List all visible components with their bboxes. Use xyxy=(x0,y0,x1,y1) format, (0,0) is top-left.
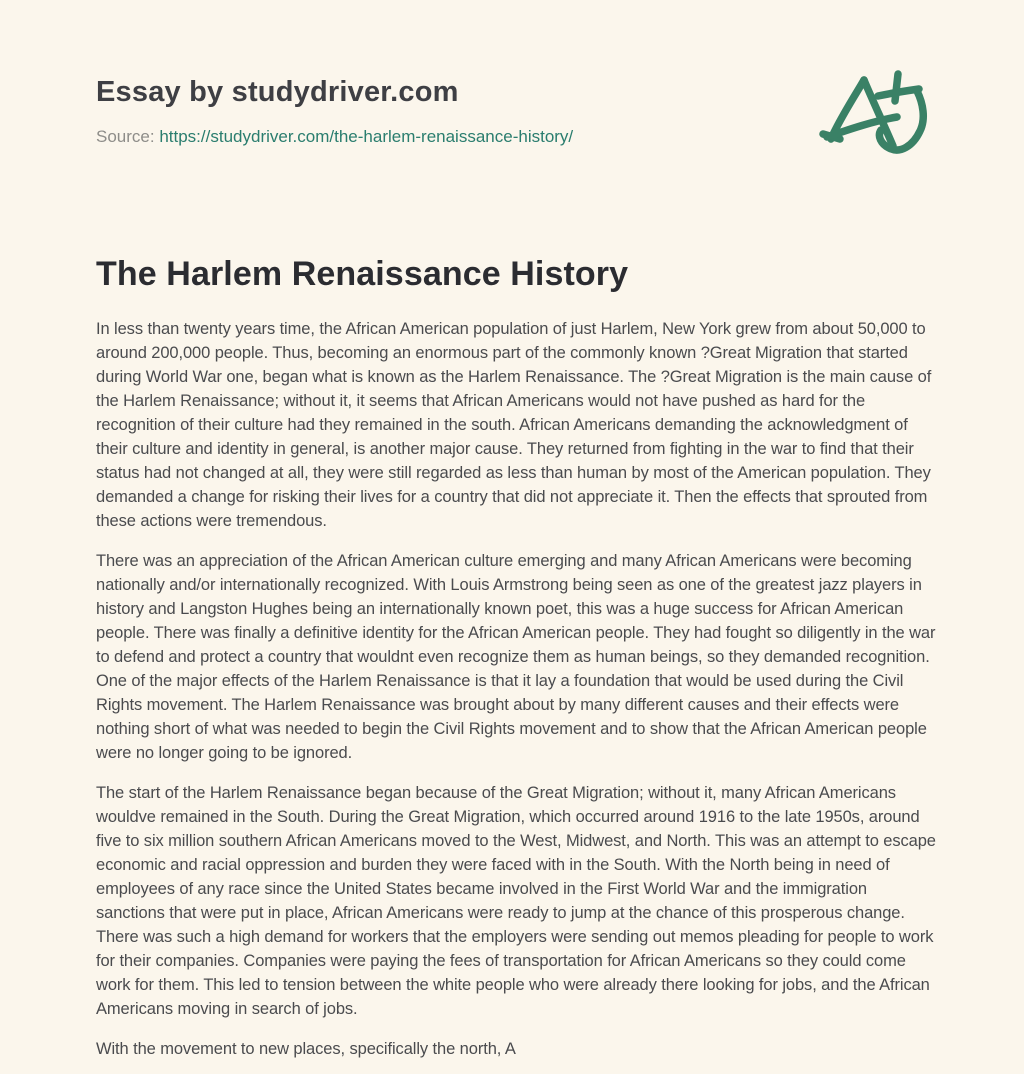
brand-title: Essay by studydriver.com xyxy=(96,76,459,108)
header-text-block xyxy=(96,68,573,147)
essay-paragraph: In less than twenty years time, the African American population of just Harlem, New York grew from about 50,000 to around 200,000 people. Thus, becoming an enormous part of the commonly known ?Great Migration that started during World War one, began what is known as the Harlem Renaissance. The ?Great Migration is the main cause of the Harlem Renaissance; without it, it seems that African Americans would not have pushed as hard for the recognition of their culture had they remained in the south. African Americans demanding the acknowledgment of their culture and identity in general, is another major cause. They returned from fighting in the war to find that their status had not changed at all, they were still regarded as less than human by most of the American population. They demanded a change for risking their lives for a country that did not appreciate it. Then the effects that sprouted from these actions were tremendous. xyxy=(96,320,932,530)
source-line xyxy=(96,127,573,147)
essay-paragraph: There was an appreciation of the African American culture emerging and many African Americans were becoming nationally and/or internationally recognized. With Louis Armstrong being seen as one of the greatest jazz players in history and Langston Hughes being an internationally known poet, this was a huge success for African American people. There was finally a definitive identity for the African American people. They had fought so diligently in the war to defend and protect a country that wouldnt even recognize them as human beings, so they demanded recognition. One of the major effects of the Harlem Renaissance is that it lay a foundation that would be used during the Civil Rights movement. The Harlem Renaissance was brought about by many different causes and their effects were nothing short of what was needed to begin the Civil Rights movement and to show that the African American people were no longer going to be ignored. xyxy=(96,552,936,762)
studydriver-logo xyxy=(818,70,928,170)
a-plus-logo-icon xyxy=(818,70,928,170)
essay-paragraph: With the movement to new places, specifically the north, A xyxy=(96,1040,516,1058)
source-label: Source: xyxy=(96,127,155,146)
document-header xyxy=(96,68,928,170)
source-link[interactable]: https://studydriver.com/the-harlem-renaissance-history/ xyxy=(159,127,574,146)
essay-title: The Harlem Renaissance History xyxy=(96,255,629,293)
essay-paragraph: The start of the Harlem Renaissance began because of the Great Migration; without it, many African Americans wouldve remained in the South. During the Great Migration, which occurred around 1916 to the late 1950s, around five to six million southern African Americans moved to the West, Midwest, and North. This was an attempt to escape economic and racial oppression and burden they were faced with in the South. With the North being in need of employees of any race since the United States became involved in the First World War and the immigration sanctions that were put in place, African Americans were ready to jump at the chance of this prosperous change. There was such a high demand for workers that the employers were sending out memos pleading for people to work for their companies. Companies were paying the fees of transportation for African Americans so they could come work for them. This led to tension between the white people who were already there looking for jobs, and the African Americans moving in search of jobs. xyxy=(96,784,936,1018)
essay-body xyxy=(96,317,936,1061)
